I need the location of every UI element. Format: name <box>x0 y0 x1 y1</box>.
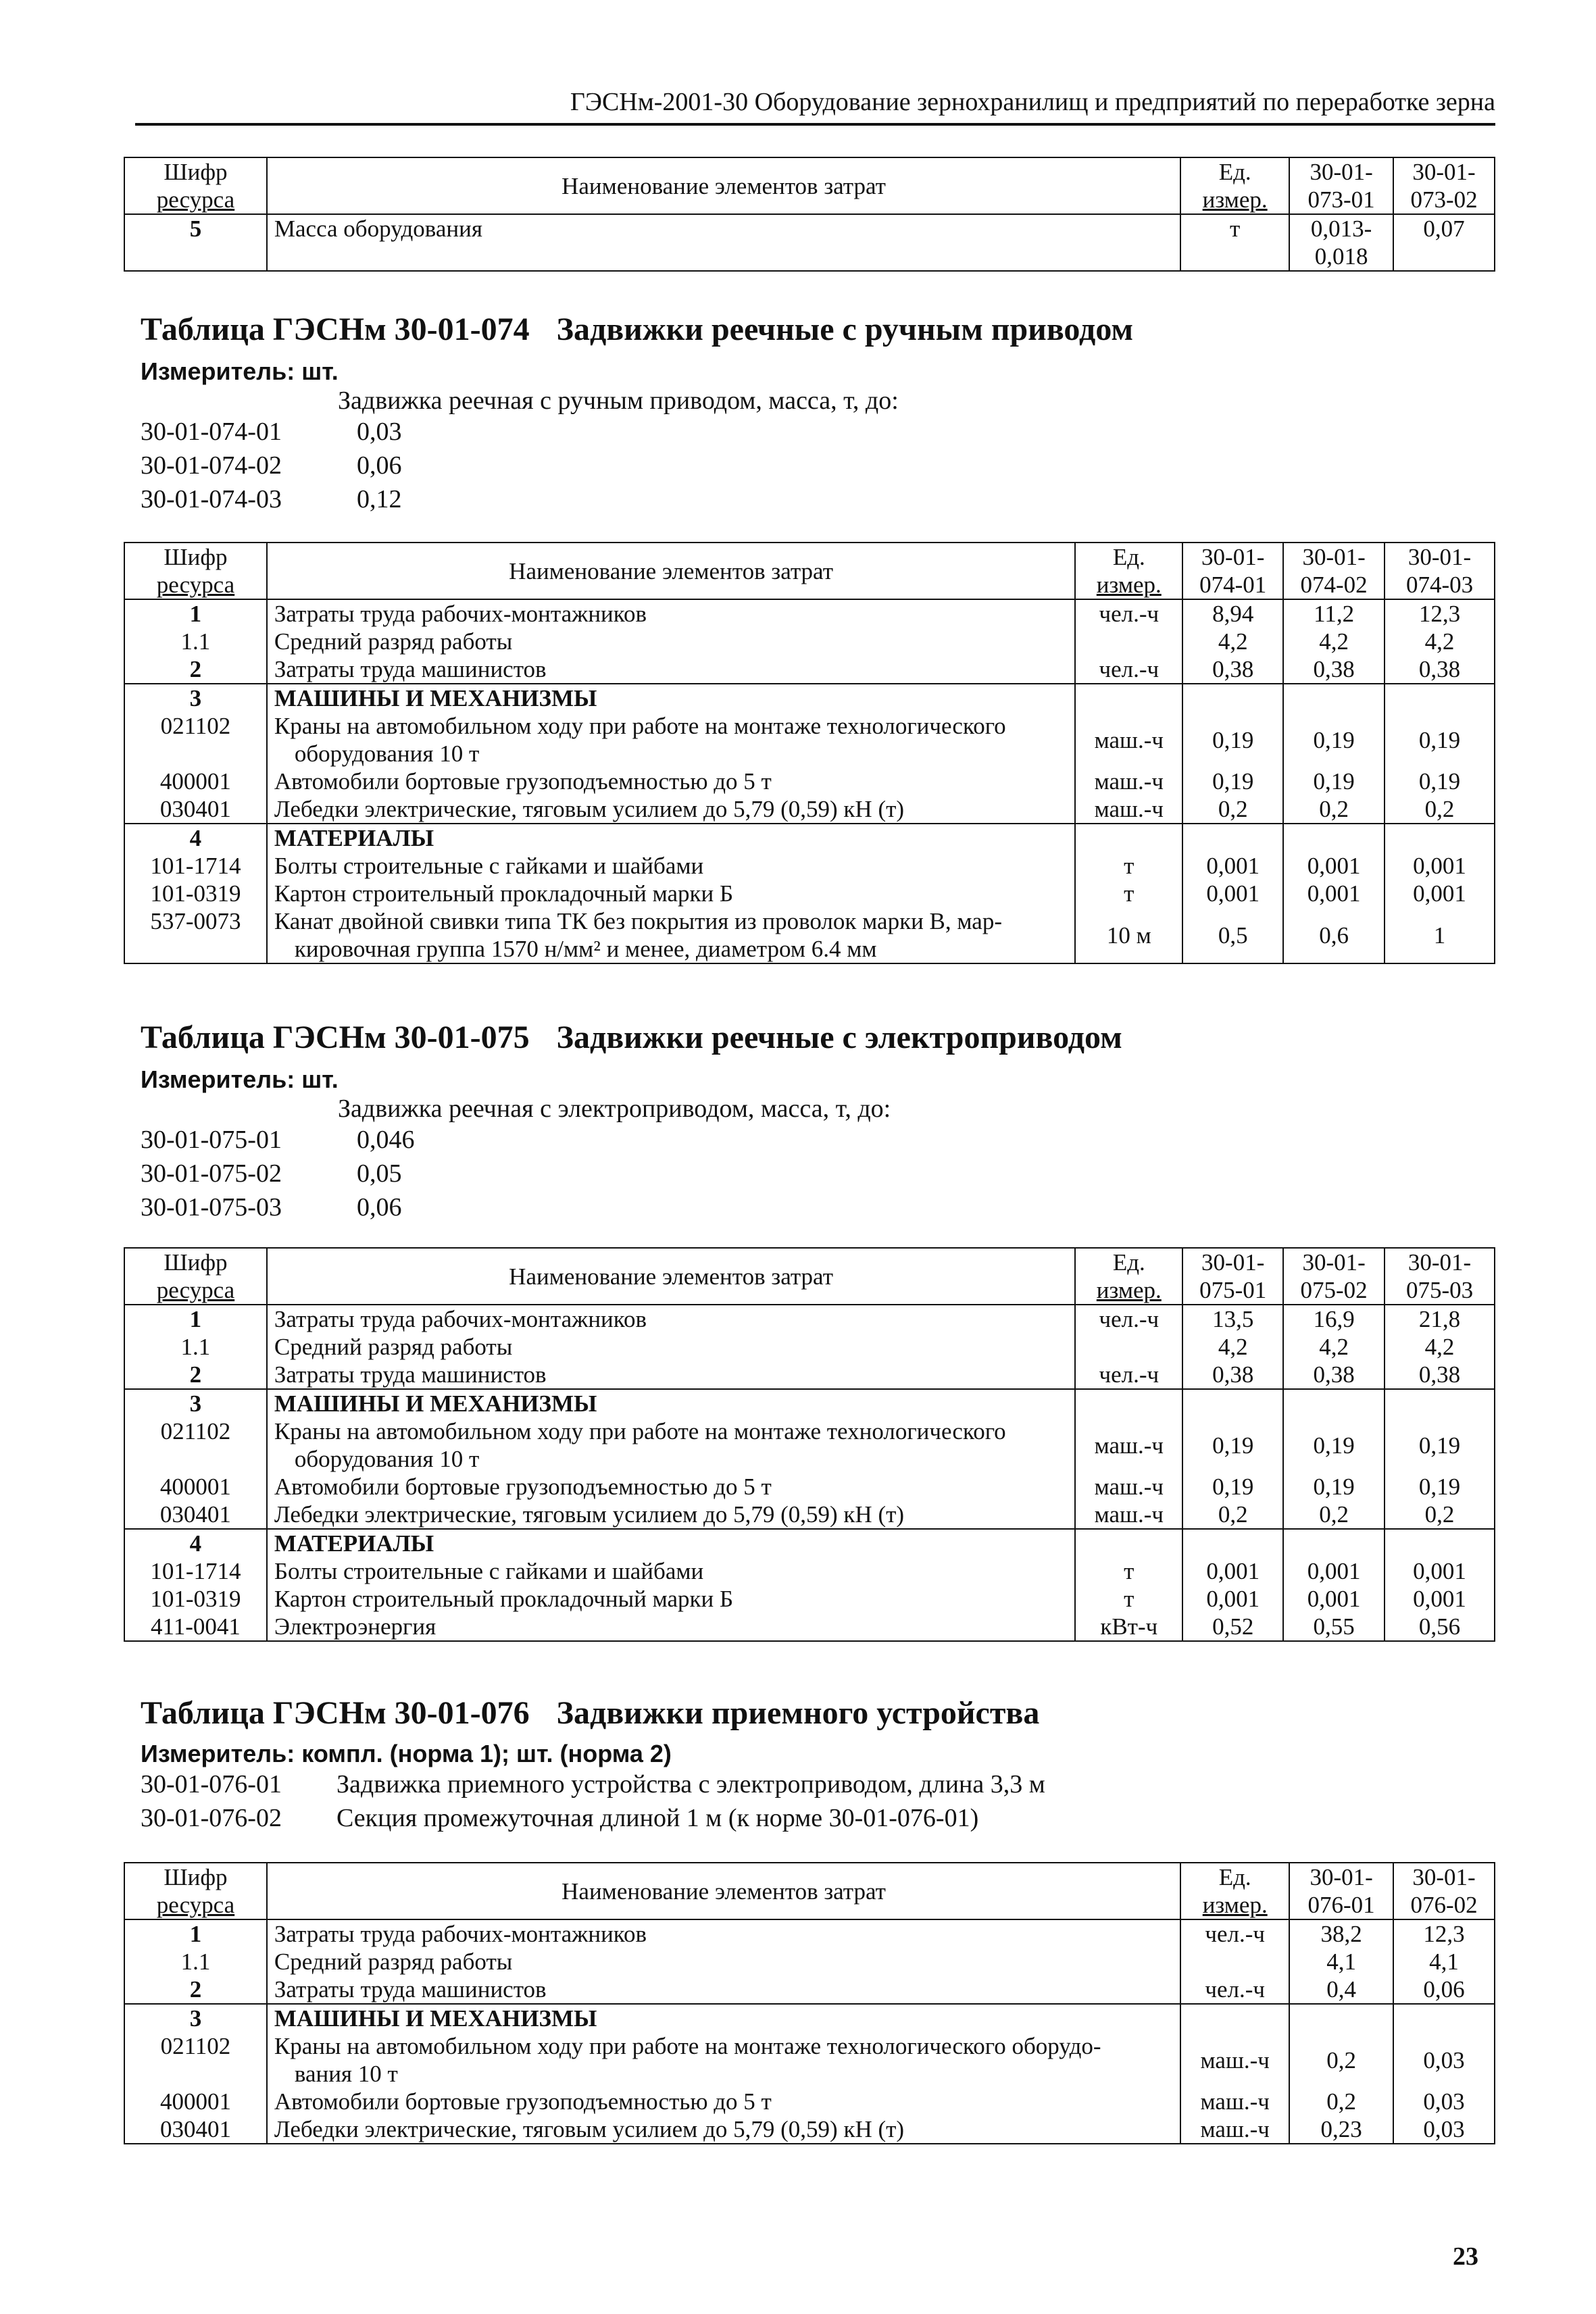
page-header: ГЭСНм-2001-30 Оборудование зернохранилищ и предприятий по переработке зерна <box>135 86 1495 126</box>
row-value: 0,5 <box>1182 907 1283 963</box>
row-code: 2 <box>124 1976 267 2004</box>
col-header-074-02: 30-01- 074-02 <box>1283 543 1385 599</box>
row-name: Средний разряд работы <box>267 1333 1075 1361</box>
table-row <box>124 795 1495 824</box>
row-value: 12,3 <box>1393 1919 1495 1948</box>
table-076 <box>124 1862 1495 2144</box>
row-name: Автомобили бортовые грузоподъемностью до 5 т <box>267 2088 1180 2115</box>
col-header-name: Наименование элементов затрат <box>267 543 1075 599</box>
col-header-code: Шифр ресурса <box>124 1248 267 1305</box>
row-unit: т <box>1180 214 1289 271</box>
row-code: 021102 <box>124 2032 267 2088</box>
row-code: 1.1 <box>124 1333 267 1361</box>
col-header-075-01: 30-01- 075-01 <box>1182 1248 1283 1305</box>
row-unit: т <box>1075 1557 1182 1585</box>
table-row <box>124 1501 1495 1529</box>
row-name: Лебедки электрические, тяговым усилием до 5,79 (0,59) кН (т) <box>267 795 1075 824</box>
table-075-title: Таблица ГЭСНм 30-01-075 Задвижки реечные с электроприводом <box>141 1020 1122 1055</box>
row-name: Затраты труда машинистов <box>267 1361 1075 1389</box>
col-header-075-03: 30-01- 075-03 <box>1385 1248 1495 1305</box>
row-value: 0,38 <box>1182 1361 1283 1389</box>
col-header-name: Наименование элементов затрат <box>267 1248 1075 1305</box>
row-value: 4,2 <box>1182 628 1283 655</box>
col-header-unit: Ед. измер. <box>1075 1248 1182 1305</box>
list-item: 30-01-074-02 0,06 <box>141 451 402 480</box>
row-value: 0,38 <box>1385 1361 1495 1389</box>
row-code: 101-1714 <box>124 1557 267 1585</box>
row-value: 0,56 <box>1385 1613 1495 1641</box>
table-074-items <box>141 415 402 516</box>
table-074-title: Таблица ГЭСНм 30-01-074 Задвижки реечные с ручным приводом <box>141 311 1134 347</box>
row-value: 0,03 <box>1393 2115 1495 2144</box>
table-074 <box>124 542 1495 964</box>
row-code: 021102 <box>124 1417 267 1473</box>
table-row <box>124 214 1495 271</box>
table-row <box>124 1389 1495 1417</box>
row-value: 4,2 <box>1385 628 1495 655</box>
row-value: 0,2 <box>1283 795 1385 824</box>
row-code: 030401 <box>124 2115 267 2144</box>
row-value: 0,06 <box>1393 1976 1495 2004</box>
table-row <box>124 2115 1495 2144</box>
row-unit <box>1075 824 1182 852</box>
row-code: 5 <box>124 214 267 271</box>
row-value: 0,07 <box>1393 214 1495 271</box>
table-row <box>124 2004 1495 2032</box>
row-value: 0,001 <box>1385 1585 1495 1613</box>
row-unit <box>1075 1333 1182 1361</box>
table-row <box>124 599 1495 628</box>
row-name: Болты строительные с гайками и шайбами <box>267 1557 1075 1585</box>
row-unit: чел.-ч <box>1180 1919 1289 1948</box>
row-code: 400001 <box>124 1473 267 1501</box>
row-value <box>1385 1529 1495 1557</box>
table-header-row <box>124 157 1495 214</box>
row-value: 0,19 <box>1182 1473 1283 1501</box>
row-value: 0,52 <box>1182 1613 1283 1641</box>
row-value: 0,19 <box>1385 768 1495 795</box>
table-row <box>124 1919 1495 1948</box>
table-075-items <box>141 1123 415 1224</box>
row-value: 0,38 <box>1385 655 1495 684</box>
row-value: 0,2 <box>1182 795 1283 824</box>
row-value: 0,001 <box>1182 1585 1283 1613</box>
row-unit <box>1075 628 1182 655</box>
row-name: Затраты труда рабочих-монтажников <box>267 1919 1180 1948</box>
row-code: 1.1 <box>124 628 267 655</box>
row-value: 0,38 <box>1283 1361 1385 1389</box>
row-unit: чел.-ч <box>1075 655 1182 684</box>
col-header-unit: Ед. измер. <box>1180 1863 1289 1919</box>
row-unit: маш.-ч <box>1075 768 1182 795</box>
row-name: МАТЕРИАЛЫ <box>267 824 1075 852</box>
row-name: Затраты труда машинистов <box>267 655 1075 684</box>
page-number: 23 <box>1453 2242 1478 2271</box>
table-header-row <box>124 1863 1495 1919</box>
col-header-unit: Ед. измер. <box>1075 543 1182 599</box>
table-075-measure: Измеритель: шт. <box>141 1065 339 1093</box>
table-076-items <box>141 1767 1045 1835</box>
row-unit: маш.-ч <box>1075 1417 1182 1473</box>
table-row <box>124 1417 1495 1473</box>
col-header-name: Наименование элементов затрат <box>267 1863 1180 1919</box>
row-name: Затраты труда рабочих-монтажников <box>267 599 1075 628</box>
row-value: 4,2 <box>1283 628 1385 655</box>
row-code: 1 <box>124 599 267 628</box>
row-value: 21,8 <box>1385 1305 1495 1333</box>
row-code: 400001 <box>124 2088 267 2115</box>
row-unit: маш.-ч <box>1075 1501 1182 1529</box>
row-unit: чел.-ч <box>1075 599 1182 628</box>
list-item: 30-01-076-01 Задвижка приемного устройства с электроприводом, длина 3,3 м <box>141 1770 1045 1799</box>
row-value: 0,001 <box>1283 1585 1385 1613</box>
table-row <box>124 1333 1495 1361</box>
row-value: 0,001 <box>1182 852 1283 880</box>
row-code: 2 <box>124 1361 267 1389</box>
row-unit: т <box>1075 880 1182 907</box>
table-row <box>124 655 1495 684</box>
table-074-body <box>124 599 1495 963</box>
list-item: 30-01-075-02 0,05 <box>141 1159 402 1188</box>
table-row <box>124 1948 1495 1976</box>
list-item: 30-01-074-03 0,12 <box>141 485 402 513</box>
table-075-body <box>124 1305 1495 1641</box>
row-code: 4 <box>124 824 267 852</box>
row-value: 1 <box>1385 907 1495 963</box>
row-code: 3 <box>124 1389 267 1417</box>
table-row <box>124 628 1495 655</box>
table-073 <box>124 157 1495 272</box>
col-header-code: Шифр ресурса <box>124 157 267 214</box>
row-value: 0,38 <box>1182 655 1283 684</box>
row-code: 021102 <box>124 712 267 768</box>
row-unit <box>1075 684 1182 712</box>
row-unit: маш.-ч <box>1180 2032 1289 2088</box>
col-header-073-01: 30-01- 073-01 <box>1289 157 1393 214</box>
table-row <box>124 2088 1495 2115</box>
row-unit <box>1075 1389 1182 1417</box>
row-value: 0,23 <box>1289 2115 1393 2144</box>
row-value <box>1283 824 1385 852</box>
row-value: 0,19 <box>1385 1473 1495 1501</box>
row-value <box>1385 1389 1495 1417</box>
row-value: 0,19 <box>1283 1473 1385 1501</box>
table-header-row <box>124 543 1495 599</box>
table-row <box>124 712 1495 768</box>
row-name: Затраты труда рабочих-монтажников <box>267 1305 1075 1333</box>
row-value: 0,001 <box>1385 880 1495 907</box>
row-unit: маш.-ч <box>1180 2088 1289 2115</box>
table-row <box>124 2032 1495 2088</box>
row-value: 11,2 <box>1283 599 1385 628</box>
row-value: 0,001 <box>1385 852 1495 880</box>
row-code: 3 <box>124 2004 267 2032</box>
row-name: Краны на автомобильном ходу при работе на монтаже технологического оборудо- вания 10 т <box>267 2032 1180 2088</box>
row-code: 4 <box>124 1529 267 1557</box>
row-unit: маш.-ч <box>1075 1473 1182 1501</box>
row-value: 13,5 <box>1182 1305 1283 1333</box>
list-item: 30-01-076-02 Секция промежуточная длиной 1 м (к норме 30-01-076-01) <box>141 1804 979 1832</box>
row-value: 0,03 <box>1393 2088 1495 2115</box>
row-name: Краны на автомобильном ходу при работе на монтаже технологического оборудования 10 т <box>267 712 1075 768</box>
col-header-unit: Ед. измер. <box>1180 157 1289 214</box>
row-value: 0,001 <box>1182 1557 1283 1585</box>
col-header-074-01: 30-01- 074-01 <box>1182 543 1283 599</box>
row-unit <box>1180 2004 1289 2032</box>
row-name: Лебедки электрические, тяговым усилием до 5,79 (0,59) кН (т) <box>267 2115 1180 2144</box>
row-code: 1 <box>124 1305 267 1333</box>
table-row <box>124 1361 1495 1389</box>
row-value <box>1182 684 1283 712</box>
col-header-name: Наименование элементов затрат <box>267 157 1180 214</box>
row-code: 537-0073 <box>124 907 267 963</box>
row-value: 0,55 <box>1283 1613 1385 1641</box>
col-header-076-02: 30-01- 076-02 <box>1393 1863 1495 1919</box>
row-name: Автомобили бортовые грузоподъемностью до 5 т <box>267 768 1075 795</box>
row-value: 0,03 <box>1393 2032 1495 2088</box>
table-074-measure: Измеритель: шт. <box>141 357 339 385</box>
row-name: Автомобили бортовые грузоподъемностью до 5 т <box>267 1473 1075 1501</box>
row-unit <box>1075 1529 1182 1557</box>
row-value <box>1393 2004 1495 2032</box>
row-code: 3 <box>124 684 267 712</box>
table-row <box>124 1557 1495 1585</box>
row-value: 0,19 <box>1385 1417 1495 1473</box>
row-value: 38,2 <box>1289 1919 1393 1948</box>
row-value: 4,1 <box>1393 1948 1495 1976</box>
row-unit: маш.-ч <box>1075 712 1182 768</box>
row-value: 0,001 <box>1385 1557 1495 1585</box>
table-row <box>124 824 1495 852</box>
row-value: 16,9 <box>1283 1305 1385 1333</box>
row-value: 0,4 <box>1289 1976 1393 2004</box>
col-header-074-03: 30-01- 074-03 <box>1385 543 1495 599</box>
row-unit: маш.-ч <box>1180 2115 1289 2144</box>
table-row <box>124 880 1495 907</box>
table-row <box>124 768 1495 795</box>
table-075-intro: Задвижка реечная с электроприводом, масса, т, до: <box>338 1095 891 1123</box>
table-row <box>124 1585 1495 1613</box>
row-name: МАШИНЫ И МЕХАНИЗМЫ <box>267 1389 1075 1417</box>
row-value: 0,19 <box>1283 712 1385 768</box>
row-name: Затраты труда машинистов <box>267 1976 1180 2004</box>
row-name: Картон строительный прокладочный марки Б <box>267 880 1075 907</box>
row-value: 0,19 <box>1182 768 1283 795</box>
row-value <box>1182 824 1283 852</box>
row-value: 0,19 <box>1283 1417 1385 1473</box>
row-value: 0,001 <box>1283 880 1385 907</box>
row-value: 4,1 <box>1289 1948 1393 1976</box>
row-code: 101-1714 <box>124 852 267 880</box>
row-value: 0,2 <box>1182 1501 1283 1529</box>
col-header-code: Шифр ресурса <box>124 1863 267 1919</box>
row-value: 4,2 <box>1182 1333 1283 1361</box>
row-value <box>1182 1529 1283 1557</box>
table-row <box>124 1613 1495 1641</box>
row-value: 0,001 <box>1283 852 1385 880</box>
list-item: 30-01-075-03 0,06 <box>141 1193 402 1222</box>
list-item: 30-01-074-01 0,03 <box>141 418 402 446</box>
row-value: 4,2 <box>1283 1333 1385 1361</box>
row-name: Средний разряд работы <box>267 1948 1180 1976</box>
row-name: Картон строительный прокладочный марки Б <box>267 1585 1075 1613</box>
row-value <box>1283 1389 1385 1417</box>
row-unit: 10 м <box>1075 907 1182 963</box>
table-076-measure: Измеритель: компл. (норма 1); шт. (норма 2) <box>141 1740 672 1767</box>
row-unit: чел.-ч <box>1075 1305 1182 1333</box>
row-value: 0,6 <box>1283 907 1385 963</box>
row-value: 0,001 <box>1283 1557 1385 1585</box>
table-075 <box>124 1247 1495 1642</box>
table-074-intro: Задвижка реечная с ручным приводом, масса, т, до: <box>338 386 899 415</box>
row-value <box>1283 684 1385 712</box>
row-value: 0,013- 0,018 <box>1289 214 1393 271</box>
col-header-076-01: 30-01- 076-01 <box>1289 1863 1393 1919</box>
row-code: 030401 <box>124 795 267 824</box>
row-value: 0,19 <box>1385 712 1495 768</box>
table-row <box>124 684 1495 712</box>
row-unit: т <box>1075 852 1182 880</box>
row-unit: чел.-ч <box>1180 1976 1289 2004</box>
row-code: 2 <box>124 655 267 684</box>
row-value: 0,2 <box>1289 2088 1393 2115</box>
row-name: Средний разряд работы <box>267 628 1075 655</box>
row-value: 0,2 <box>1289 2032 1393 2088</box>
row-name: Электроэнергия <box>267 1613 1075 1641</box>
col-header-073-02: 30-01- 073-02 <box>1393 157 1495 214</box>
row-name: Канат двойной свивки типа ТК без покрытия из проволок марки В, мар- кировочная группа 1570 н/мм² и менее, диаметром 6.4 мм <box>267 907 1075 963</box>
row-name: Лебедки электрические, тяговым усилием до 5,79 (0,59) кН (т) <box>267 1501 1075 1529</box>
row-value: 0,19 <box>1182 1417 1283 1473</box>
row-value <box>1385 684 1495 712</box>
row-name: МАШИНЫ И МЕХАНИЗМЫ <box>267 684 1075 712</box>
row-name: МАШИНЫ И МЕХАНИЗМЫ <box>267 2004 1180 2032</box>
row-code: 400001 <box>124 768 267 795</box>
list-item: 30-01-075-01 0,046 <box>141 1126 415 1154</box>
row-code: 101-0319 <box>124 880 267 907</box>
row-name: Болты строительные с гайками и шайбами <box>267 852 1075 880</box>
row-value: 4,2 <box>1385 1333 1495 1361</box>
row-value: 0,19 <box>1182 712 1283 768</box>
row-code: 030401 <box>124 1501 267 1529</box>
row-name: МАТЕРИАЛЫ <box>267 1529 1075 1557</box>
row-value <box>1385 824 1495 852</box>
row-value: 0,38 <box>1283 655 1385 684</box>
row-value: 8,94 <box>1182 599 1283 628</box>
row-code: 1 <box>124 1919 267 1948</box>
row-unit: чел.-ч <box>1075 1361 1182 1389</box>
row-name: Масса оборудования <box>267 214 1180 271</box>
row-value: 0,2 <box>1283 1501 1385 1529</box>
col-header-code: Шифр ресурса <box>124 543 267 599</box>
row-value: 0,19 <box>1283 768 1385 795</box>
row-unit: кВт-ч <box>1075 1613 1182 1641</box>
table-076-title: Таблица ГЭСНм 30-01-076 Задвижки приемного устройства <box>141 1695 1040 1731</box>
row-value: 0,2 <box>1385 795 1495 824</box>
row-value <box>1182 1389 1283 1417</box>
row-code: 101-0319 <box>124 1585 267 1613</box>
row-unit <box>1180 1948 1289 1976</box>
row-unit: маш.-ч <box>1075 795 1182 824</box>
row-unit: т <box>1075 1585 1182 1613</box>
table-076-body <box>124 1919 1495 2144</box>
row-name: Краны на автомобильном ходу при работе на монтаже технологического оборудования 10 т <box>267 1417 1075 1473</box>
table-row <box>124 1473 1495 1501</box>
row-value: 0,2 <box>1385 1501 1495 1529</box>
table-row <box>124 852 1495 880</box>
col-header-075-02: 30-01- 075-02 <box>1283 1248 1385 1305</box>
table-row <box>124 1976 1495 2004</box>
row-value: 0,001 <box>1182 880 1283 907</box>
table-row <box>124 907 1495 963</box>
table-row <box>124 1529 1495 1557</box>
row-value: 12,3 <box>1385 599 1495 628</box>
row-value <box>1283 1529 1385 1557</box>
row-code: 411-0041 <box>124 1613 267 1641</box>
table-header-row <box>124 1248 1495 1305</box>
table-row <box>124 1305 1495 1333</box>
row-code: 1.1 <box>124 1948 267 1976</box>
row-value <box>1289 2004 1393 2032</box>
